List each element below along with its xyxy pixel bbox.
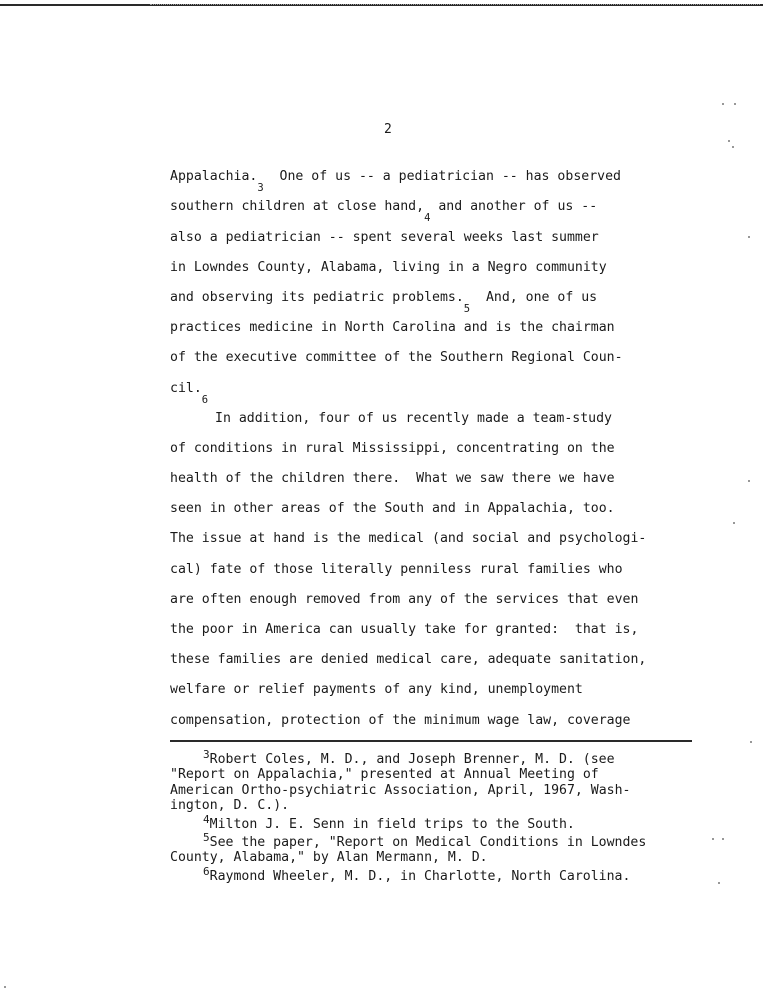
footnote-number: 6	[203, 864, 210, 878]
body-line-text: cil.	[170, 380, 202, 396]
body-line	[170, 611, 715, 641]
footnote-separator	[170, 740, 692, 742]
body-line: southern children at close hand, 4 and another of us --	[170, 188, 715, 218]
body-line	[170, 641, 715, 671]
body-line-text: also a pediatrician -- spent several weeks last summer	[170, 229, 599, 245]
body-line-text: In addition, four of us recently made a team-study	[215, 410, 612, 426]
body-line-text: practices medicine in North Carolina and is the chairman	[170, 320, 615, 336]
scan-speck	[712, 838, 714, 840]
body-line-text: And, one of us	[470, 289, 598, 305]
footnote-text: Milton J. E. Senn in field trips to the South.	[209, 816, 575, 832]
body-line	[170, 249, 715, 279]
scan-speck	[722, 103, 724, 105]
body-line-text: of conditions in rural Mississippi, concentrating on the	[170, 440, 615, 456]
footnote	[170, 830, 730, 866]
body-line-text: health of the children there. What we saw there we have	[170, 471, 615, 487]
scan-speck	[728, 140, 730, 142]
body-text	[170, 158, 715, 732]
footnotes	[170, 748, 730, 884]
footnote	[170, 748, 730, 814]
body-line	[170, 309, 715, 339]
body-line: cil. 6	[170, 369, 715, 399]
body-line	[170, 581, 715, 611]
body-line	[170, 550, 715, 580]
body-line	[170, 339, 715, 369]
scan-speck	[748, 236, 750, 238]
body-line-text: southern children at close hand,	[170, 199, 425, 215]
scan-speck	[748, 480, 750, 482]
body-line-text: The issue at hand is the medical (and social and psychologi-	[170, 531, 647, 547]
scan-speck	[733, 522, 735, 524]
body-line-text: in Lowndes County, Alabama, living in a Negro community	[170, 259, 607, 275]
body-line-text: of the executive committee of the Southern Regional Coun-	[170, 350, 623, 366]
footnote-number: 4	[203, 812, 210, 826]
footnote-text: Robert Coles, M. D., and Joseph Brenner, M. D. (see	[209, 752, 615, 767]
body-line	[170, 490, 715, 520]
body-line	[170, 218, 715, 248]
scan-speck	[732, 146, 734, 148]
footnote-line	[170, 850, 730, 865]
footnote-number: 5	[203, 830, 210, 844]
body-line	[170, 671, 715, 701]
body-line	[170, 400, 715, 430]
footnote-line	[170, 812, 730, 832]
footnote-line	[170, 798, 730, 813]
footnote	[170, 864, 730, 884]
footnote-text: "Report on Appalachia," presented at Annual Meeting of	[170, 767, 599, 783]
body-line-text: cal) fate of those literally penniless rural families who	[170, 561, 623, 577]
footnote-line	[170, 767, 730, 782]
footnote-line	[170, 830, 730, 850]
scan-speck	[718, 882, 720, 884]
body-line-text: are often enough removed from any of the services that even	[170, 591, 639, 607]
body-line-text: the poor in America can usually take for granted: that is,	[170, 622, 639, 637]
footnote-line	[170, 783, 730, 798]
body-line-text: and observing its pediatric problems.	[170, 289, 464, 305]
body-line-text: welfare or relief payments of any kind, unemployment	[170, 682, 583, 698]
page-number: 2	[384, 122, 392, 137]
body-line	[170, 520, 715, 550]
top-edge-scan-marks	[150, 0, 760, 5]
scan-speck	[750, 741, 752, 743]
body-line-text: compensation, protection of the minimum wage law, coverage	[170, 712, 631, 728]
scan-speck	[4, 986, 6, 988]
footnote-text: ington, D. C.).	[170, 798, 290, 814]
footnote-text: See the paper, "Report on Medical Conditions in Lowndes	[209, 834, 647, 850]
body-line	[170, 430, 715, 460]
scan-speck	[722, 838, 724, 840]
body-line-text: seen in other areas of the South and in Appalachia, too.	[170, 501, 615, 517]
body-line-text: One of us -- a pediatrician -- has observed	[263, 169, 621, 185]
body-line-text: and another of us --	[430, 199, 598, 215]
footnote-text: Raymond Wheeler, M. D., in Charlotte, North Carolina.	[209, 868, 631, 884]
body-line	[170, 460, 715, 490]
footnote-text: County, Alabama," by Alan Mermann, M. D.	[170, 850, 488, 866]
body-line: Appalachia. 3 One of us -- a pediatrician -- has observed	[170, 158, 715, 188]
footnote-line	[170, 748, 730, 767]
footnote-line	[170, 864, 730, 884]
footnote-number: 3	[203, 748, 210, 761]
body-line-text: Appalachia.	[170, 169, 258, 185]
footnote-text: American Ortho-psychiatric Association, April, 1967, Wash-	[170, 782, 631, 798]
body-line-text: these families are denied medical care, adequate sanitation,	[170, 652, 647, 668]
footnote	[170, 812, 730, 832]
scan-speck	[734, 103, 736, 105]
body-line: and observing its pediatric problems. 5 And, one of us	[170, 279, 715, 309]
body-line	[170, 701, 715, 731]
